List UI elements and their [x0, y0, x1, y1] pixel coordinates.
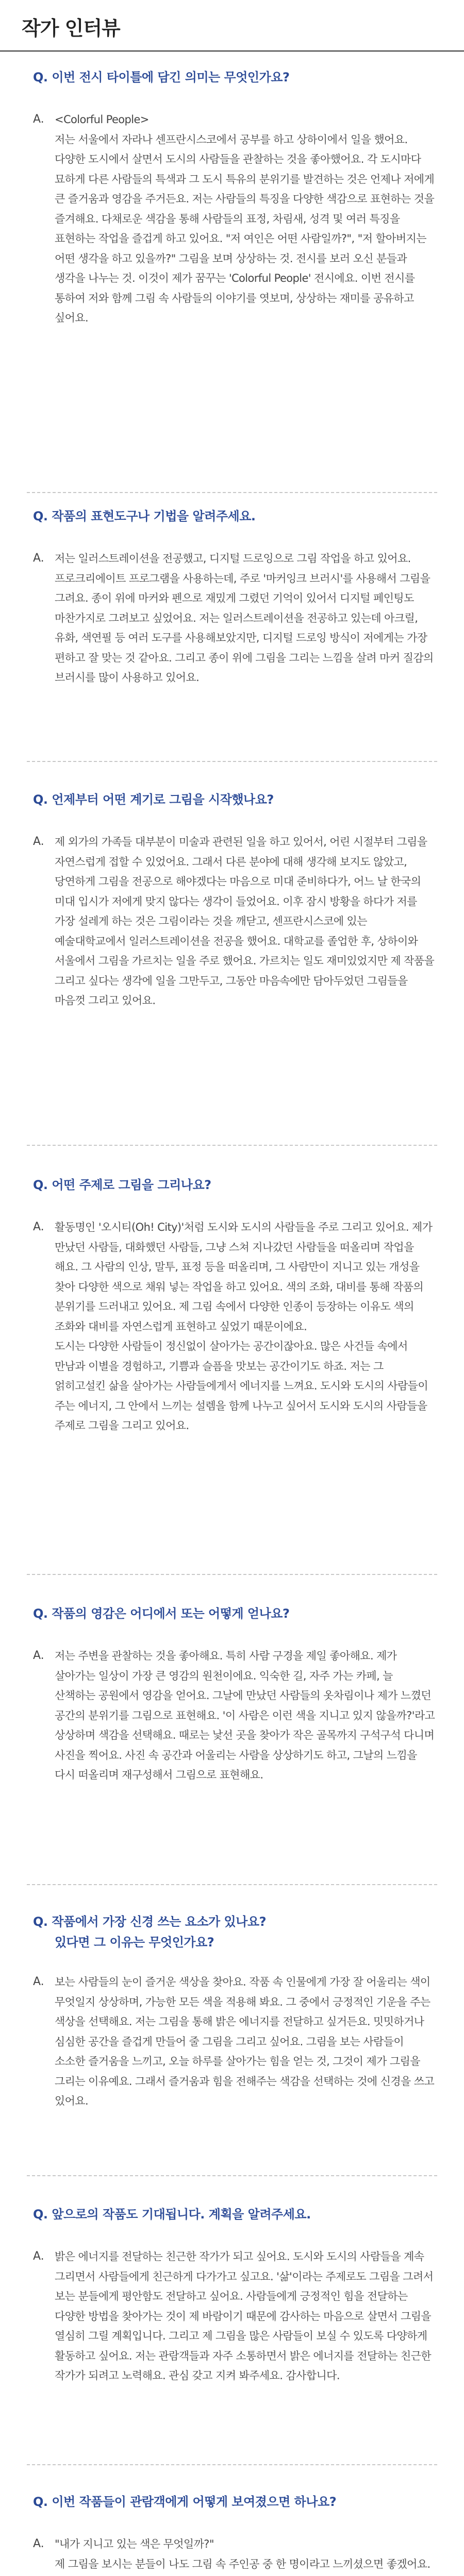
- page-title: 작가 인터뷰: [22, 17, 120, 40]
- section-divider: [27, 1574, 437, 1575]
- answer-text: [55, 2534, 436, 2576]
- answer-paragraph: 제 외가의 가족들 대부분이 미술과 관련된 일을 하고 있어서, 어린 시절부터 그림을 자연스럽게 접할 수 있었어요. 그래서 다른 분야에 대해 생각해 보지도 않았고, 당연하게 그림을 전공으로 해야겠다는 마음으로 미대 준비하다가, 어느 날 한국의 미대 입시가 저에게 맞지 않다는 생각이 들었어요. 이후 잠시 방황을 하다가 저를 가장 설레게 하는 것은 그림이라는 것을 깨닫고, 센프란시스코에 있는 예술대학교에서 일러스트레이션을 전공을 했어요. 대학교를 졸업한 후, 상하이와 서울에서 그림을 가르치는 일을 주로 했어요. 가르치는 일도 재미있었지만 제 작품을 그리고 싶다는 생각에 일을 그만두고, 그동안 마음속에만 담아두었던 그림들을 마음껏 그리고 있어요.: [55, 836, 435, 1007]
- answer-text: [55, 1217, 436, 1436]
- question-heading: [33, 1911, 266, 1953]
- question-heading: [33, 2492, 336, 2512]
- section-divider: [27, 2175, 437, 2176]
- section-divider: [27, 1884, 437, 1885]
- question-line: 있다면 그 이유는 무엇인가요?: [55, 1935, 214, 1950]
- question-line: Q. 언제부터 어떤 계기로 그림을 시작했나요?: [33, 792, 274, 807]
- answer-paragraph: 저는 일러스트레이션을 전공했고, 디지털 드로잉으로 그림 작업을 하고 있어요. 프로크리에이트 프로그램을 사용하는데, 주로 '마커잉크 브러시'를 사용해서 그림을 그려요. 종이 위에 마커와 펜으로 재밌게 그렸던 기억이 있어서 디지털 페인팅도 마찬가지로 그려보고 싶었어요. 저는 일러스트레이션을 전공하고 있는데 아크릴, 유화, 색연필 등 여러 도구를 사용해보았지만, 디지털 드로잉 방식이 저에게는 가장 편하고 잘 맞는 것 같아요. 그리고 종이 위에 그림을 그리는 느낌을 살려 마커 질감의 브러시를 많이 사용하고 있어요.: [55, 552, 434, 684]
- question-line: Q. 이번 작품들이 관람객에게 어떻게 보여졌으면 하나요?: [33, 2495, 337, 2509]
- answer-text: [55, 1972, 436, 2111]
- answer-marker: A.: [33, 1975, 44, 1988]
- answer-paragraph: 활동명인 '오시티(Oh! City)'처럼 도시와 도시의 사람들을 주로 그리고 있어요. 제가 만났던 사람들, 대화했던 사람들, 그냥 스쳐 지나갔던 사람들을 떠올리며 작업을 해요. 그 사람의 인상, 말투, 표정 등을 떠올리며, 그 사람만이 지니고 있는 개성을 찾아 다양한 색으로 채워 넣는 작업을 하고 있어요. 색의 조화, 대비를 통해 작품의 분위기를 드러내고 있어요. 제 그림 속에서 다양한 인종이 등장하는 이유도 색의 조화와 대비를 자연스럽게 표현하고 싶었기 때문이에요.: [55, 1221, 433, 1333]
- section-divider: [27, 761, 437, 762]
- question-line: Q. 앞으로의 작품도 기대됩니다. 계획을 알려주세요.: [33, 2207, 311, 2222]
- answer-marker: A.: [33, 552, 44, 565]
- section-divider: [27, 492, 437, 493]
- answer-text: [55, 832, 436, 1011]
- question-heading: [33, 67, 289, 88]
- question-line: Q. 이번 전시 타이틀에 담긴 의미는 무엇인가요?: [33, 70, 290, 84]
- question-line: Q. 작품의 영감은 어디에서 또는 어떻게 얻나요?: [33, 1606, 290, 1621]
- answer-text: [55, 110, 436, 328]
- question-heading: [33, 789, 274, 810]
- section-divider: [27, 2464, 437, 2465]
- question-line: Q. 작품에서 가장 신경 쓰는 요소가 있나요?: [33, 1914, 267, 1929]
- answer-marker: A.: [33, 2537, 44, 2550]
- question-heading: [33, 2204, 311, 2225]
- answer-paragraph: 저는 주변을 관찰하는 것을 좋아해요. 특히 사람 구경을 제일 좋아해요. 제가 살아가는 일상이 가장 큰 영감의 원천이에요. 익숙한 길, 자주 가는 카페, 늘 산책하는 공원에서 영감을 얻어요. 그날에 만났던 사람들의 옷차림이나 제가 느꼈던 공간의 분위기를 그림으로 표현해요. '이 사람은 이런 색을 지니고 있지 않을까?'라고 상상하며 색감을 선택해요. 때로는 낯선 곳을 찾아가 작은 골목까지 구석구석 다니며 사진을 찍어요. 사진 속 공간과 어울리는 사람을 상상하기도 하고, 그날의 느낌을 다시 떠올리며 재구성해서 그림으로 표현해요.: [55, 1650, 435, 1781]
- answer-marker: A.: [33, 2250, 44, 2263]
- answer-marker: A.: [33, 835, 44, 848]
- question-heading: [33, 1603, 289, 1624]
- answer-paragraph: "내가 지니고 있는 색은 무엇일까?": [55, 2538, 214, 2550]
- question-line: Q. 작품의 표현도구나 기법을 알려주세요.: [33, 509, 256, 523]
- title-divider: [0, 50, 464, 52]
- answer-paragraph: 밝은 에너지를 전달하는 친근한 작가가 되고 싶어요. 도시와 도시의 사람들을 계속 그리면서 사람들에게 친근하게 다가가고 싶고요. '삶'이라는 주제로도 그림을 그려서 보는 분들에게 평안함도 전달하고 싶어요. 사람들에게 긍정적인 힘을 전달하는 다양한 방법을 찾아가는 것이 제 바람이기 때문에 감사하는 마음으로 살면서 그림을 열심히 그릴 계획입니다. 그리고 제 그림을 많은 사람들이 보실 수 있도록 다양하게 활동하고 싶어요. 저는 관람객들과 자주 소통하면서 밝은 에너지를 전달하는 친근한 작가가 되려고 노력해요. 관심 갖고 지켜 봐주세요. 감사합니다.: [55, 2250, 434, 2382]
- answer-paragraph: 보는 사람들의 눈이 즐거운 색상을 찾아요. 작품 속 인물에게 가장 잘 어울리는 색이 무엇일지 상상하며, 가능한 모든 색을 적용해 봐요. 그 중에서 긍정적인 기운을 주는 색상을 선택해요. 저는 그림을 통해 밝은 에너지를 전달하고 싶거든요. 밋밋하거나 심심한 공간을 즐겁게 만들어 줄 그림을 그리고 싶어요. 그림을 보는 사람들이 소소한 즐거움을 느끼고, 오늘 하루를 살아가는 힘을 얻는 것, 그것이 제가 그림을 그리는 이유예요. 그래서 즐거움과 힘을 전해주는 색감을 선택하는 것에 신경을 쓰고 있어요.: [55, 1976, 435, 2107]
- answer-marker: A.: [33, 113, 44, 126]
- section-divider: [27, 1145, 437, 1146]
- answer-marker: A.: [33, 1649, 44, 1662]
- answer-marker: A.: [33, 1221, 44, 1233]
- answer-text: [55, 1646, 436, 1785]
- answer-paragraph: 도시는 다양한 사람들이 정신없이 살아가는 공간이잖아요. 많은 사건들 속에서 만남과 이별을 경험하고, 기쁨과 슬픔을 맛보는 공간이기도 하죠. 저는 그 얽히고설킨 삶을 살아가는 사람들에게서 에너지를 느껴요. 도시와 도시의 사람들이 주는 에너지, 그 안에서 느끼는 설렘을 함께 나누고 싶어서 도시와 도시의 사람들을 주제로 그림을 그리고 있어요.: [55, 1340, 428, 1432]
- question-line: Q. 어떤 주제로 그림을 그리나요?: [33, 1178, 211, 1192]
- answer-paragraph: 저는 서울에서 자라나 센프란시스코에서 공부를 하고 상하이에서 일을 했어요. 다양한 도시에서 살면서 도시의 사람들을 관찰하는 것을 좋아했어요. 각 도시마다 묘하게 다른 사람들의 특색과 그 도시 특유의 분위기를 발견하는 것은 언제나 저에게 큰 즐거움과 영감을 주거든요. 저는 사람들의 특징을 다양한 색감으로 표현하는 것을 즐겨해요. 다채로운 색감을 통해 사람들의 표정, 차림새, 성격 및 여러 특징을 표현하는 작업을 즐겁게 하고 있어요. "저 여인은 어떤 사람일까?", "저 할아버지는 어떤 생각을 하고 있을까?" 그림을 보며 상상하는 것. 전시를 보러 오신 분들과 생각을 나누는 것. 이것이 제가 꿈꾸는 'Colorful People' 전시에요. 이번 전시를 통하여 저와 함께 그림 속 사람들의 이야기를 엿보며, 상상하는 재미를 공유하고 싶어요.: [55, 133, 435, 324]
- answer-paragraph: 제 그림을 보시는 분들이 나도 그림 속 주인공 중 한 명이라고 느끼셨으면 좋겠어요.: [55, 2557, 430, 2570]
- answer-paragraph: <Colorful People>: [55, 113, 149, 126]
- answer-text: [55, 2247, 436, 2386]
- question-heading: [33, 506, 256, 527]
- question-heading: [33, 1175, 211, 1195]
- answer-text: [55, 549, 436, 688]
